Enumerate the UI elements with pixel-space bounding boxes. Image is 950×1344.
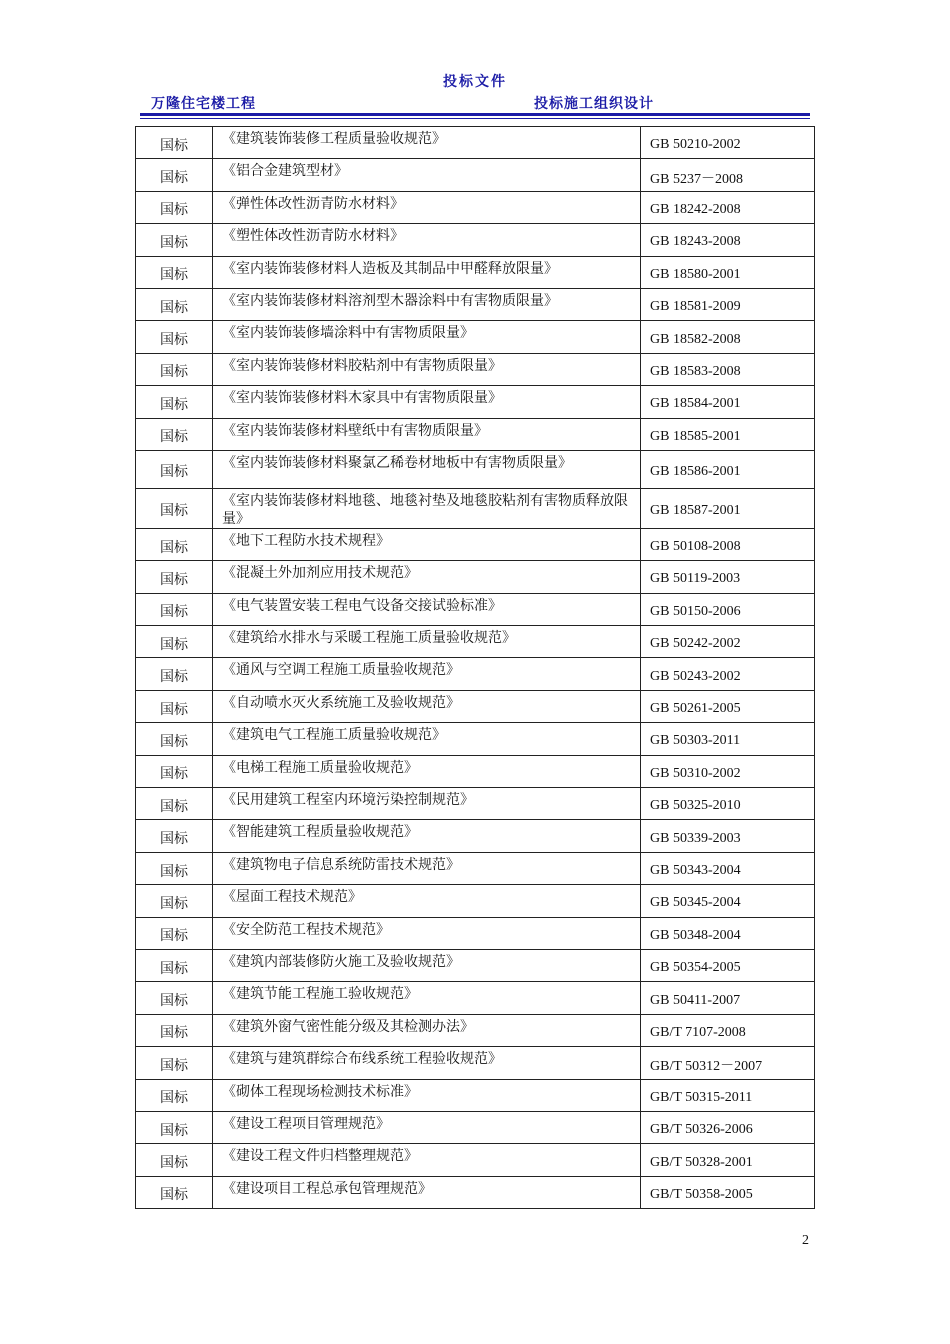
standard-type-cell: 国标 xyxy=(136,321,213,353)
standard-type-cell: 国标 xyxy=(136,1111,213,1143)
standard-code-cell: GB 5237－2008 xyxy=(641,159,815,191)
standard-name-cell: 《建筑装饰装修工程质量验收规范》 xyxy=(213,127,641,159)
standard-name-cell: 《建设项目工程总承包管理规范》 xyxy=(213,1176,641,1208)
standard-type-cell: 国标 xyxy=(136,528,213,560)
standard-type-cell: 国标 xyxy=(136,488,213,528)
standard-code-cell: GB 50119-2003 xyxy=(641,561,815,593)
standard-name-cell: 《混凝土外加剂应用技术规范》 xyxy=(213,561,641,593)
standard-code-cell: GB 18580-2001 xyxy=(641,256,815,288)
table-row xyxy=(136,288,815,320)
standard-code-cell: GB/T 50312－2007 xyxy=(641,1047,815,1079)
standard-code-cell: GB 50339-2003 xyxy=(641,820,815,852)
standard-name-cell: 《屋面工程技术规范》 xyxy=(213,885,641,917)
standard-type-cell: 国标 xyxy=(136,723,213,755)
standard-type-cell: 国标 xyxy=(136,1144,213,1176)
standard-name-cell: 《室内装饰装修材料聚氯乙稀卷材地板中有害物质限量》 xyxy=(213,450,641,488)
table-row xyxy=(136,658,815,690)
standard-type-cell: 国标 xyxy=(136,1176,213,1208)
standard-name-cell: 《建筑节能工程施工验收规范》 xyxy=(213,982,641,1014)
standard-type-cell: 国标 xyxy=(136,820,213,852)
standard-type-cell: 国标 xyxy=(136,561,213,593)
table-row xyxy=(136,159,815,191)
page-number: 2 xyxy=(802,1233,809,1248)
standard-type-cell: 国标 xyxy=(136,353,213,385)
standard-name-cell: 《铝合金建筑型材》 xyxy=(213,159,641,191)
standard-name-cell: 《电气装置安装工程电气设备交接试验标准》 xyxy=(213,593,641,625)
standard-code-cell: GB 50354-2005 xyxy=(641,949,815,981)
standard-type-cell: 国标 xyxy=(136,418,213,450)
standard-code-cell: GB/T 50358-2005 xyxy=(641,1176,815,1208)
standard-type-cell: 国标 xyxy=(136,1079,213,1111)
standards-table xyxy=(135,126,815,1209)
table-row xyxy=(136,852,815,884)
standard-code-cell: GB 18583-2008 xyxy=(641,353,815,385)
standard-type-cell: 国标 xyxy=(136,885,213,917)
standard-type-cell: 国标 xyxy=(136,191,213,223)
table-row xyxy=(136,1079,815,1111)
standard-name-cell: 《建筑物电子信息系统防雷技术规范》 xyxy=(213,852,641,884)
standard-type-cell: 国标 xyxy=(136,1014,213,1046)
standard-type-cell: 国标 xyxy=(136,917,213,949)
standard-name-cell: 《建筑外窗气密性能分级及其检测办法》 xyxy=(213,1014,641,1046)
standard-type-cell: 国标 xyxy=(136,690,213,722)
standard-name-cell: 《室内装饰装修材料人造板及其制品中甲醛释放限量》 xyxy=(213,256,641,288)
standard-code-cell: GB 18242-2008 xyxy=(641,191,815,223)
standard-name-cell: 《塑性体改性沥青防水材料》 xyxy=(213,224,641,256)
standard-name-cell: 《建筑与建筑群综合布线系统工程验收规范》 xyxy=(213,1047,641,1079)
table-row xyxy=(136,1014,815,1046)
table-row xyxy=(136,723,815,755)
standard-code-cell: GB 18582-2008 xyxy=(641,321,815,353)
table-row xyxy=(136,127,815,159)
standard-name-cell: 《弹性体改性沥青防水材料》 xyxy=(213,191,641,223)
standard-name-cell: 《自动喷水灭火系统施工及验收规范》 xyxy=(213,690,641,722)
standard-name-cell: 《民用建筑工程室内环境污染控制规范》 xyxy=(213,788,641,820)
standard-code-cell: GB 50345-2004 xyxy=(641,885,815,917)
standard-type-cell: 国标 xyxy=(136,224,213,256)
standard-type-cell: 国标 xyxy=(136,852,213,884)
standard-type-cell: 国标 xyxy=(136,386,213,418)
table-row xyxy=(136,917,815,949)
table-row xyxy=(136,386,815,418)
table-row xyxy=(136,1144,815,1176)
standard-name-cell: 《电梯工程施工质量验收规范》 xyxy=(213,755,641,787)
table-row xyxy=(136,820,815,852)
table-row xyxy=(136,690,815,722)
standard-code-cell: GB 50150-2006 xyxy=(641,593,815,625)
standard-type-cell: 国标 xyxy=(136,949,213,981)
standard-code-cell: GB 50348-2004 xyxy=(641,917,815,949)
standard-name-cell: 《建筑电气工程施工质量验收规范》 xyxy=(213,723,641,755)
standard-code-cell: GB 50261-2005 xyxy=(641,690,815,722)
standard-name-cell: 《地下工程防水技术规程》 xyxy=(213,528,641,560)
table-row xyxy=(136,321,815,353)
standard-name-cell: 《砌体工程现场检测技术标准》 xyxy=(213,1079,641,1111)
standard-name-cell: 《建筑内部装修防火施工及验收规范》 xyxy=(213,949,641,981)
header-rule-thick xyxy=(140,113,810,116)
standard-code-cell: GB 50210-2002 xyxy=(641,127,815,159)
standard-code-cell: GB 18581-2009 xyxy=(641,288,815,320)
standard-type-cell: 国标 xyxy=(136,626,213,658)
header-project-name: 万隆住宅楼工程 xyxy=(151,96,256,112)
table-row xyxy=(136,593,815,625)
standard-name-cell: 《室内装饰装修材料溶剂型木器涂料中有害物质限量》 xyxy=(213,288,641,320)
standard-code-cell: GB 50343-2004 xyxy=(641,852,815,884)
table-row xyxy=(136,982,815,1014)
table-row xyxy=(136,418,815,450)
table-row xyxy=(136,488,815,528)
standard-type-cell: 国标 xyxy=(136,982,213,1014)
standard-name-cell: 《室内装饰装修墙涂料中有害物质限量》 xyxy=(213,321,641,353)
table-row xyxy=(136,191,815,223)
standard-code-cell: GB 18587-2001 xyxy=(641,488,815,528)
standard-code-cell: GB 50325-2010 xyxy=(641,788,815,820)
standard-name-cell: 《建筑给水排水与采暖工程施工质量验收规范》 xyxy=(213,626,641,658)
standard-name-cell: 《室内装饰装修材料胶粘剂中有害物质限量》 xyxy=(213,353,641,385)
standard-code-cell: GB/T 50326-2006 xyxy=(641,1111,815,1143)
header-document-type: 投标施工组织设计 xyxy=(534,96,654,112)
standard-name-cell: 《建设工程项目管理规范》 xyxy=(213,1111,641,1143)
standard-type-cell: 国标 xyxy=(136,1047,213,1079)
standard-type-cell: 国标 xyxy=(136,593,213,625)
table-row xyxy=(136,1111,815,1143)
table-row xyxy=(136,1047,815,1079)
table-row xyxy=(136,626,815,658)
standard-type-cell: 国标 xyxy=(136,788,213,820)
table-row xyxy=(136,353,815,385)
standard-code-cell: GB/T 50315-2011 xyxy=(641,1079,815,1111)
standard-name-cell: 《室内装饰装修材料地毯、地毯衬垫及地毯胶粘剂有害物质释放限量》 xyxy=(213,488,641,528)
standard-code-cell: GB 50243-2002 xyxy=(641,658,815,690)
table-row xyxy=(136,788,815,820)
standard-type-cell: 国标 xyxy=(136,159,213,191)
standard-type-cell: 国标 xyxy=(136,256,213,288)
standard-type-cell: 国标 xyxy=(136,288,213,320)
standard-code-cell: GB 50303-2011 xyxy=(641,723,815,755)
standard-name-cell: 《安全防范工程技术规范》 xyxy=(213,917,641,949)
standard-name-cell: 《智能建筑工程质量验收规范》 xyxy=(213,820,641,852)
table-row xyxy=(136,1176,815,1208)
standard-name-cell: 《室内装饰装修材料壁纸中有害物质限量》 xyxy=(213,418,641,450)
table-row xyxy=(136,224,815,256)
standard-code-cell: GB 18585-2001 xyxy=(641,418,815,450)
table-row xyxy=(136,949,815,981)
standard-type-cell: 国标 xyxy=(136,755,213,787)
standard-type-cell: 国标 xyxy=(136,127,213,159)
standard-name-cell: 《室内装饰装修材料木家具中有害物质限量》 xyxy=(213,386,641,418)
header-title: 投标文件 xyxy=(443,74,507,90)
standard-code-cell: GB 50108-2008 xyxy=(641,528,815,560)
standard-code-cell: GB 18584-2001 xyxy=(641,386,815,418)
table-row xyxy=(136,256,815,288)
standard-name-cell: 《建设工程文件归档整理规范》 xyxy=(213,1144,641,1176)
table-row xyxy=(136,755,815,787)
table-row xyxy=(136,528,815,560)
standard-code-cell: GB 50310-2002 xyxy=(641,755,815,787)
standard-type-cell: 国标 xyxy=(136,658,213,690)
header-rule-thin xyxy=(140,118,810,119)
standard-name-cell: 《通风与空调工程施工质量验收规范》 xyxy=(213,658,641,690)
table-row xyxy=(136,561,815,593)
standard-type-cell: 国标 xyxy=(136,450,213,488)
standard-code-cell: GB 50242-2002 xyxy=(641,626,815,658)
standard-code-cell: GB 50411-2007 xyxy=(641,982,815,1014)
standard-code-cell: GB/T 50328-2001 xyxy=(641,1144,815,1176)
standard-code-cell: GB 18243-2008 xyxy=(641,224,815,256)
table-row xyxy=(136,885,815,917)
standard-code-cell: GB/T 7107-2008 xyxy=(641,1014,815,1046)
standard-code-cell: GB 18586-2001 xyxy=(641,450,815,488)
table-row xyxy=(136,450,815,488)
